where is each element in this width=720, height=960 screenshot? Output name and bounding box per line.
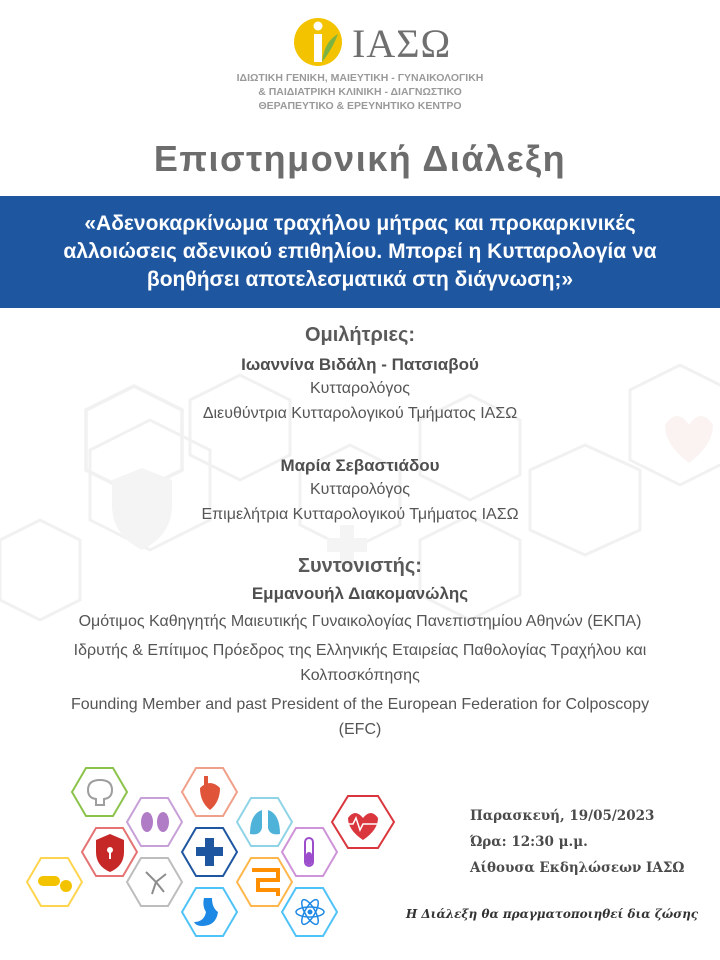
medical-cross-icon bbox=[182, 828, 237, 876]
clinic-subtitle-line-3: ΘΕΡΑΠΕΥΤΙΚΟ & ΕΡΕΥΝΗΤΙΚΟ ΚΕΝΤΡΟ bbox=[258, 100, 462, 112]
speaker-1-role-2: Διευθύντρια Κυτταρολογικού Τμήματος ΙΑΣΩ bbox=[202, 405, 518, 422]
coordinator-role-4: Founding Member and past President of the European Federation for Colposcopy bbox=[70, 696, 650, 713]
clinic-subtitle-line-2: & ΠΑΙΔΙΑΤΡΙΚΗ ΚΛΙΝΙΚΗ - ΔΙΑΓΝΩΣΤΙΚΟ bbox=[258, 86, 462, 98]
coordinator-role-2: Ιδρυτής & Επίτιμος Πρόεδρος της Ελληνικής Εταιρείας Παθολογίας Τραχήλου και bbox=[73, 642, 647, 659]
speaker-1-name: Ιωαννίνα Βιδάλη - Πατσιαβού bbox=[241, 355, 479, 374]
speaker-2-name: Μαρία Σεβαστιάδου bbox=[280, 456, 440, 475]
coordinator-name: Εμμανουήλ Διακομανώλης bbox=[251, 584, 469, 603]
lungs-icon bbox=[237, 798, 292, 846]
intestine-icon bbox=[237, 858, 292, 906]
brain-icon bbox=[72, 768, 127, 816]
coordinator-role-5: (EFC) bbox=[338, 721, 382, 738]
event-date: Παρασκευή, 19/05/2023 bbox=[470, 808, 655, 824]
speaker-2-role-2: Επιμελήτρια Κυτταρολογικού Τμήματος ΙΑΣΩ bbox=[201, 506, 519, 523]
lecture-title-line-2: αλλοιώσεις αδενικού επιθηλίου. Μπορεί η Κυτταρολογία να bbox=[63, 240, 657, 263]
speakers-heading: Ομιλήτριες: bbox=[304, 324, 416, 346]
medical-icons-cluster bbox=[0, 760, 420, 960]
lecture-title-line-1: «Αδενοκαρκίνωμα τραχήλου μήτρας και προκαρκινικές bbox=[84, 212, 636, 235]
coordinator-role-1: Ομότιμος Καθηγητής Μαιευτικής Γυναικολογίας Πανεπιστημίου Αθηνών (ΕΚΠΑ) bbox=[78, 613, 642, 630]
heartbeat-icon bbox=[332, 796, 394, 848]
lecture-title-banner bbox=[0, 196, 720, 308]
lecture-title-line-3: βοηθήσει αποτελεσματικά στη διάγνωση;» bbox=[146, 268, 574, 291]
page-title: Επιστημονική Διάλεξη bbox=[153, 138, 567, 179]
event-note: Η Διάλεξη θα πραγματοποιηθεί δια ζώσης bbox=[405, 907, 699, 921]
logo-mark-icon bbox=[292, 12, 348, 68]
logo-wordmark: ΙΑΣΩ bbox=[352, 21, 452, 66]
coordinator-role-3: Κολποσκόπησης bbox=[300, 667, 420, 684]
iaso-logo bbox=[292, 12, 452, 68]
coordinator-heading: Συντονιστής: bbox=[298, 555, 422, 577]
pills-icon bbox=[27, 858, 82, 906]
event-time: Ώρα: 12:30 μ.μ. bbox=[470, 834, 588, 850]
kidneys-icon bbox=[127, 798, 182, 846]
atom-icon bbox=[282, 888, 337, 936]
test-tube-icon bbox=[282, 828, 337, 876]
stomach-icon bbox=[182, 888, 237, 936]
shield-keyhole-icon bbox=[82, 828, 137, 876]
speaker-2-role-1: Κυτταρολόγος bbox=[309, 481, 411, 498]
heart-organ-icon bbox=[182, 768, 237, 816]
nerve-icon bbox=[127, 858, 182, 906]
speaker-1-role-1: Κυτταρολόγος bbox=[309, 380, 411, 397]
clinic-subtitle-line-1: ΙΔΙΩΤΙΚΗ ΓΕΝΙΚΗ, ΜΑΙΕΥΤΙΚΗ - ΓΥΝΑΙΚΟΛΟΓΙΚΗ bbox=[236, 72, 484, 84]
event-venue: Αίθουσα Εκδηλώσεων ΙΑΣΩ bbox=[470, 860, 685, 876]
